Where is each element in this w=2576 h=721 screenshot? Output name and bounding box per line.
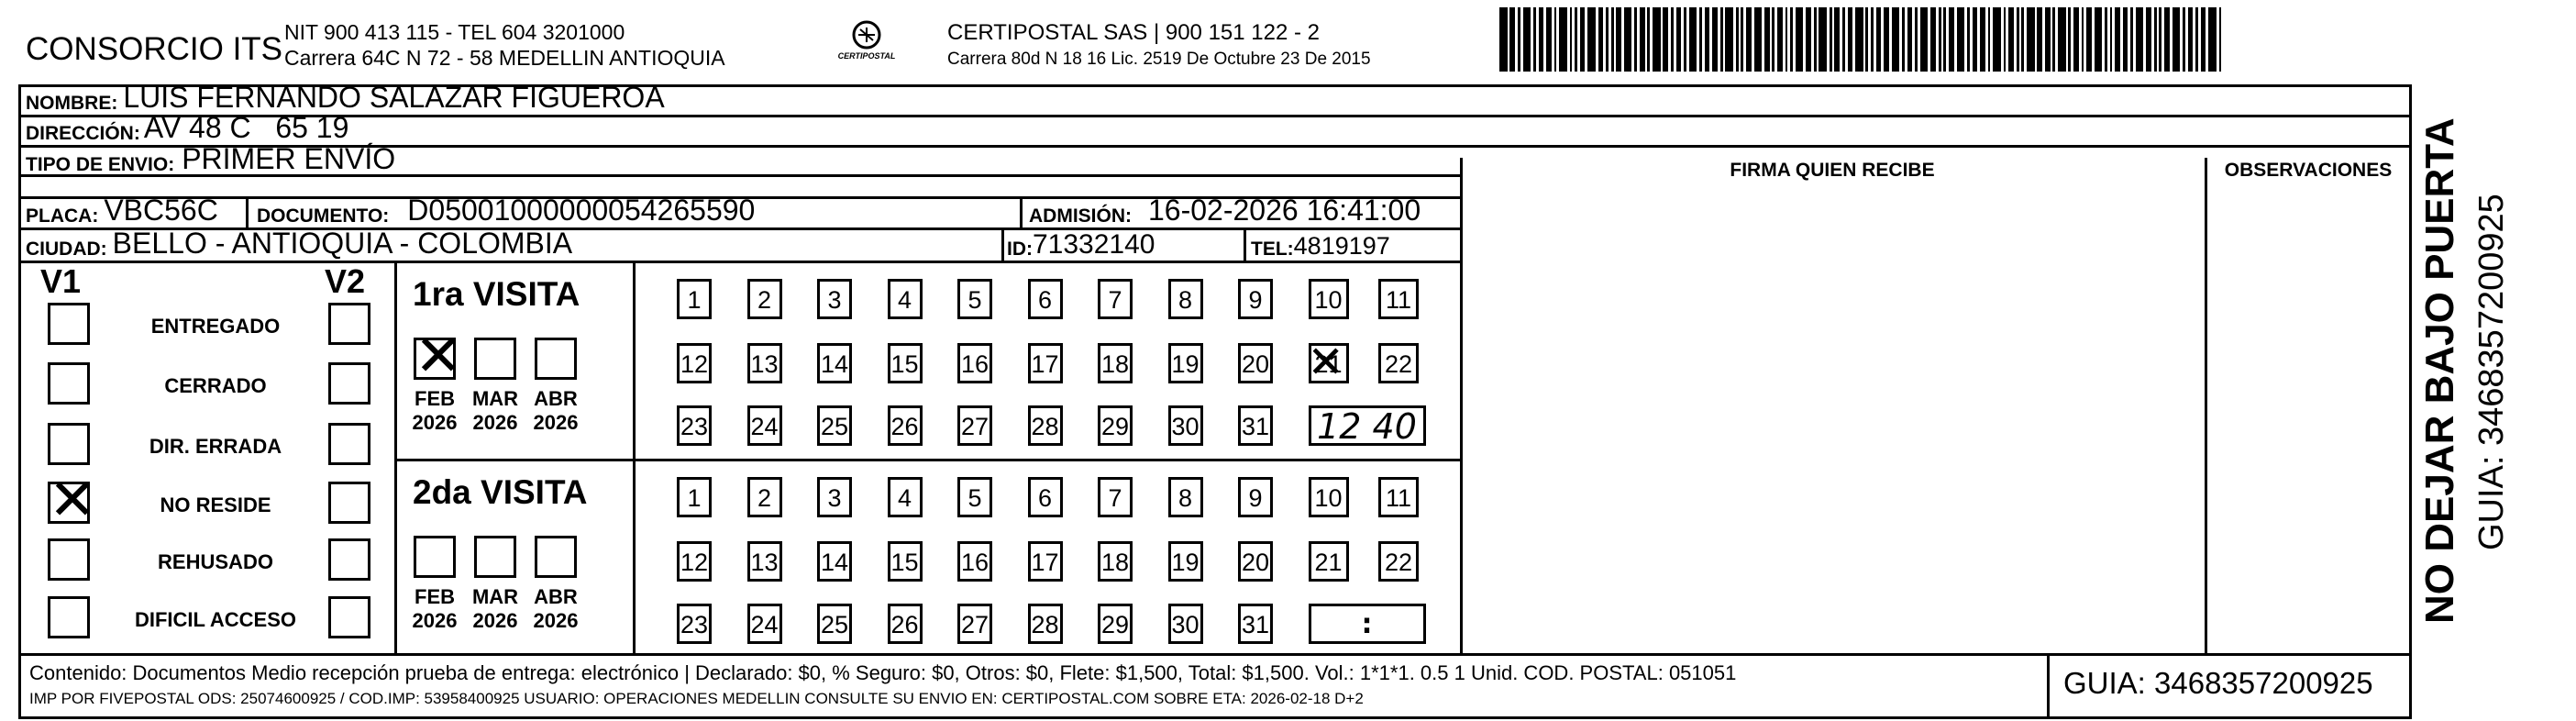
day-box[interactable]: 21 ✕	[1309, 343, 1349, 383]
barcode-bar	[2086, 7, 2092, 72]
barcode-bar	[1988, 7, 1991, 72]
month-label	[468, 387, 523, 435]
barcode-bar	[2172, 7, 2181, 72]
barcode	[1499, 7, 2226, 72]
ciudad-row	[26, 228, 572, 261]
day-box[interactable]: 4	[888, 279, 923, 319]
barcode-bar	[1842, 7, 1845, 72]
month-checkbox[interactable]	[474, 536, 516, 578]
day-box[interactable]: 29	[1098, 604, 1133, 644]
day-box[interactable]: 7	[1098, 477, 1133, 517]
day-box[interactable]: 25	[817, 405, 852, 446]
admision-value: 16-02-2026 16:41:00	[1148, 194, 1421, 227]
day-box[interactable]: 13	[747, 541, 782, 582]
carrier-line-1: CERTIPOSTAL SAS | 900 151 122 - 2	[947, 20, 1320, 45]
day-box[interactable]: 6	[1028, 279, 1063, 319]
barcode-bar	[1554, 7, 1557, 72]
documento-value: D05001000000054265590	[407, 194, 756, 227]
barcode-bar	[1772, 7, 1774, 72]
barcode-bar	[1876, 7, 1882, 72]
barcode-bar	[1871, 7, 1874, 72]
day-box[interactable]: 15	[888, 343, 923, 383]
day-box[interactable]: 5	[957, 279, 992, 319]
barcode-bar	[2154, 7, 2157, 72]
status-label: CERRADO	[164, 374, 267, 397]
barcode-bar	[2027, 7, 2035, 72]
barcode-bar	[1624, 7, 1632, 72]
month-name: MAR	[471, 387, 519, 410]
status-v2-checkbox[interactable]	[328, 423, 370, 465]
day-box[interactable]: 28	[1028, 405, 1063, 446]
barcode-bar	[1830, 7, 1832, 72]
barcode-bar	[1967, 7, 1970, 72]
barcode-bar	[2045, 7, 2051, 72]
day-box[interactable]: 8	[1168, 279, 1203, 319]
observaciones-label: OBSERVACIONES	[2224, 160, 2393, 181]
barcode-bar	[1920, 7, 1929, 72]
barcode-bar	[1884, 7, 1889, 72]
day-box[interactable]: 16	[957, 343, 992, 383]
visit-title: 2da VISITA	[413, 473, 588, 511]
month-checkbox[interactable]	[535, 338, 577, 380]
month-year: 2026	[472, 609, 518, 632]
barcode-bar	[1606, 7, 1609, 72]
day-box[interactable]: 26	[888, 604, 923, 644]
v2-label: V2	[325, 262, 366, 300]
barcode-bar	[2136, 7, 2144, 72]
day-box[interactable]: 23	[677, 405, 712, 446]
day-box[interactable]: 8	[1168, 477, 1203, 517]
day-box[interactable]: 6	[1028, 477, 1063, 517]
barcode-bar	[1865, 7, 1868, 72]
nombre-value: LUIS FERNANDO SALAZAR FIGUEROA	[123, 81, 665, 114]
barcode-bar	[1957, 7, 1965, 72]
tel-row	[1251, 228, 1390, 261]
footer-line-2: IMP POR FIVEPOSTAL ODS: 25074600925 / COD.IMP: 53958400925 USUARIO: OPERACIONES MEDELLIN CONSULTE SU ENVIO EN: CERTIPOSTAL.COM SOBRE ETA: 2026-02-18 D+2	[29, 690, 1364, 707]
status-v2-checkbox[interactable]	[328, 303, 370, 345]
day-box[interactable]: 14	[817, 343, 852, 383]
barcode-bar	[1616, 7, 1621, 72]
month-name: ABR	[534, 585, 578, 608]
month-year: 2026	[412, 609, 458, 632]
status-v1-checkbox[interactable]	[48, 596, 90, 638]
month-label	[528, 585, 583, 633]
day-box[interactable]: 10	[1309, 279, 1349, 319]
barcode-bar	[1796, 7, 1804, 72]
month-label	[468, 585, 523, 633]
day-box[interactable]: 11	[1378, 279, 1419, 319]
tel-label: TEL:	[1251, 238, 1294, 260]
status-v1-checkbox[interactable]	[48, 538, 90, 581]
barcode-bar	[1587, 7, 1596, 72]
day-box[interactable]: 1	[677, 477, 712, 517]
day-box[interactable]: 11	[1378, 477, 1419, 517]
tipo-label: TIPO DE ENVIO:	[26, 154, 175, 175]
day-box[interactable]: 9	[1238, 279, 1273, 319]
barcode-bar	[1907, 7, 1913, 72]
day-box[interactable]: 19	[1168, 343, 1203, 383]
status-v1-checkbox[interactable]	[48, 362, 90, 405]
status-v2-checkbox[interactable]	[328, 538, 370, 581]
barcode-bar	[1663, 7, 1668, 72]
status-v1-checkbox[interactable]	[48, 423, 90, 465]
ciudad-value: BELLO - ANTIOQUIA - COLOMBIA	[112, 227, 573, 260]
day-box[interactable]: 28	[1028, 604, 1063, 644]
status-v1-checkbox[interactable]	[48, 303, 90, 345]
barcode-bar	[2021, 7, 2024, 72]
day-box[interactable]: 9	[1238, 477, 1273, 517]
id-row	[1007, 228, 1155, 261]
day-box[interactable]: 3	[817, 477, 852, 517]
company-line-2: Carrera 64C N 72 - 58 MEDELLIN ANTIOQUIA	[284, 46, 725, 70]
day-box[interactable]: 29	[1098, 405, 1133, 446]
barcode-bar	[1819, 7, 1827, 72]
documento-label: DOCUMENTO:	[257, 205, 390, 227]
company-line-1: NIT 900 413 115 - TEL 604 3201000	[284, 20, 625, 44]
day-box[interactable]: 3	[817, 279, 852, 319]
barcode-bar	[1640, 7, 1645, 72]
day-box[interactable]: 2	[747, 279, 782, 319]
direccion-row	[26, 111, 349, 145]
status-label: ENTREGADO	[150, 315, 281, 338]
day-box[interactable]: 30	[1168, 604, 1203, 644]
barcode-bar	[1736, 7, 1739, 72]
day-box[interactable]: 1	[677, 279, 712, 319]
barcode-bar	[1786, 7, 1788, 72]
status-v2-checkbox[interactable]	[328, 362, 370, 405]
barcode-bar	[1764, 7, 1770, 72]
day-box[interactable]: 16	[957, 541, 992, 582]
barcode-bar	[1980, 7, 1985, 72]
barcode-bar	[1943, 7, 1946, 72]
day-box[interactable]: 15	[888, 541, 923, 582]
day-box[interactable]: 22	[1378, 541, 1419, 582]
barcode-bar	[2123, 7, 2128, 72]
month-checkbox[interactable]	[535, 536, 577, 578]
certipostal-logo	[825, 18, 908, 70]
footer-guia: GUIA: 3468357200925	[2063, 666, 2373, 700]
barcode-bar	[2017, 7, 2019, 72]
day-box[interactable]: 24	[747, 604, 782, 644]
logo-text: CERTIPOSTAL	[837, 51, 896, 61]
day-box[interactable]: 14	[817, 541, 852, 582]
day-box[interactable]: 26	[888, 405, 923, 446]
status-v2-checkbox[interactable]	[328, 482, 370, 524]
barcode-bar	[1777, 7, 1783, 72]
month-checkbox[interactable]	[414, 338, 456, 380]
month-checkbox[interactable]	[474, 338, 516, 380]
barcode-bar	[2058, 7, 2066, 72]
direccion-value: AV 48 C 65 19	[143, 111, 349, 144]
barcode-bar	[2164, 7, 2170, 72]
barcode-bar	[1570, 7, 1573, 72]
barcode-bar	[1676, 7, 1682, 72]
tel-value: 4819197	[1293, 232, 1390, 260]
barcode-bar	[2219, 7, 2222, 72]
day-box[interactable]: 24	[747, 405, 782, 446]
day-box[interactable]: 4	[888, 477, 923, 517]
barcode-bar	[1754, 7, 1763, 72]
barcode-bar	[2110, 7, 2113, 72]
barcode-bar	[1546, 7, 1552, 72]
day-box[interactable]: 17	[1028, 343, 1063, 383]
direccion-label: DIRECCIÓN:	[26, 123, 140, 144]
day-box[interactable]: 18	[1098, 541, 1133, 582]
documento-row	[257, 196, 755, 227]
month-label	[407, 387, 462, 435]
month-year: 2026	[412, 411, 458, 434]
barcode-bar	[1705, 7, 1710, 72]
barcode-bar	[1741, 7, 1743, 72]
day-box[interactable]: 25	[817, 604, 852, 644]
barcode-bar	[2105, 7, 2107, 72]
day-box[interactable]: 30	[1168, 405, 1203, 446]
v1-label: V1	[40, 262, 82, 300]
month-year: 2026	[533, 411, 579, 434]
barcode-bar	[1580, 7, 1586, 72]
visit-time-box[interactable]: 12 40	[1309, 405, 1426, 446]
barcode-bar	[1855, 7, 1863, 72]
day-box[interactable]: 31	[1238, 405, 1273, 446]
barcode-bar	[1790, 7, 1793, 72]
barcode-bar	[2183, 7, 2185, 72]
day-box[interactable]: 17	[1028, 541, 1063, 582]
barcode-bar	[1806, 7, 1811, 72]
status-label: NO RESIDE	[160, 494, 271, 516]
day-box[interactable]: 10	[1309, 477, 1349, 517]
barcode-bar	[1523, 7, 1531, 72]
day-box[interactable]: 2	[747, 477, 782, 517]
firma-label: FIRMA QUIEN RECIBE	[1730, 160, 1935, 181]
day-box[interactable]: 18	[1098, 343, 1133, 383]
barcode-bar	[2004, 7, 2007, 72]
barcode-bar	[1915, 7, 1918, 72]
barcode-bar	[2073, 7, 2079, 72]
placa-value: VBC56C	[104, 194, 218, 227]
barcode-bar	[2115, 7, 2120, 72]
day-box[interactable]: 22	[1378, 343, 1419, 383]
id-label: ID:	[1007, 238, 1033, 260]
ciudad-label: CIUDAD:	[26, 238, 107, 260]
barcode-bar	[1611, 7, 1614, 72]
barcode-bar	[1993, 7, 2001, 72]
barcode-bar	[1559, 7, 1567, 72]
month-name: MAR	[471, 585, 519, 608]
barcode-bar	[1973, 7, 1978, 72]
side-guia: GUIA: 3468357200925	[2472, 194, 2511, 550]
barcode-bar	[1539, 7, 1544, 72]
day-box[interactable]: 5	[957, 477, 992, 517]
barcode-bar	[2095, 7, 2103, 72]
barcode-bar	[1647, 7, 1650, 72]
day-box[interactable]: 20	[1238, 343, 1273, 383]
barcode-bar	[2195, 7, 2198, 72]
day-box[interactable]: 20	[1238, 541, 1273, 582]
barcode-bar	[2146, 7, 2151, 72]
barcode-bar	[1949, 7, 1954, 72]
day-box[interactable]: 12	[677, 343, 712, 383]
barcode-bar	[1499, 7, 1508, 72]
barcode-bar	[1509, 7, 1515, 72]
barcode-bar	[2201, 7, 2206, 72]
barcode-bar	[2037, 7, 2042, 72]
barcode-bar	[1653, 7, 1661, 72]
day-box[interactable]: 27	[957, 405, 992, 446]
placa-row	[26, 196, 218, 227]
barcode-bar	[2082, 7, 2084, 72]
barcode-bar	[1746, 7, 1752, 72]
barcode-bar	[1712, 7, 1718, 72]
barcode-bar	[1814, 7, 1817, 72]
barcode-bar	[1575, 7, 1577, 72]
barcode-bar	[2052, 7, 2055, 72]
day-box[interactable]: 13	[747, 343, 782, 383]
barcode-bar	[2008, 7, 2014, 72]
visit-title: 1ra VISITA	[413, 275, 580, 313]
status-label: DIFICIL ACCESO	[134, 608, 296, 631]
status-label: DIR. ERRADA	[149, 435, 282, 458]
day-box[interactable]: 27	[957, 604, 992, 644]
barcode-bar	[1684, 7, 1686, 72]
month-year: 2026	[533, 609, 579, 632]
status-v1-checkbox[interactable]	[48, 482, 90, 524]
tipo-value: PRIMER ENVÍO	[182, 142, 396, 175]
barcode-bar	[1930, 7, 1936, 72]
visit-time-box[interactable]: :	[1309, 604, 1426, 644]
footer-line-1: Contenido: Documentos Medio recepción prueba de entrega: electrónico | Declarado: $0, % Seguro: $0, Otros: $0, Flete: $1,500, Total: $1,500. Vol.: 1*1*1. 0.5 1 Unid. COD. POSTAL: 051051	[29, 661, 1737, 684]
id-value: 71332140	[1033, 229, 1155, 260]
barcode-bar	[1634, 7, 1637, 72]
status-v2-checkbox[interactable]	[328, 596, 370, 638]
month-year: 2026	[472, 411, 518, 434]
barcode-bar	[1671, 7, 1674, 72]
barcode-bar	[2130, 7, 2133, 72]
barcode-bar	[1720, 7, 1723, 72]
tipo-row	[26, 142, 396, 176]
day-box[interactable]: 12	[677, 541, 712, 582]
day-box[interactable]: 31	[1238, 604, 1273, 644]
barcode-bar	[1689, 7, 1697, 72]
day-box[interactable]: 19	[1168, 541, 1203, 582]
admision-label: ADMISIÓN:	[1029, 205, 1132, 227]
barcode-bar	[2188, 7, 2194, 72]
barcode-bar	[1725, 7, 1733, 72]
company-name: CONSORCIO ITS	[26, 31, 283, 67]
admision-row	[1029, 196, 1421, 227]
barcode-bar	[1902, 7, 1905, 72]
day-box[interactable]: 21	[1309, 541, 1349, 582]
barcode-bar	[1848, 7, 1853, 72]
placa-label: PLACA:	[26, 205, 99, 227]
barcode-bar	[1699, 7, 1702, 72]
barcode-bar	[1598, 7, 1604, 72]
day-box[interactable]: 23	[677, 604, 712, 644]
barcode-bar	[1834, 7, 1840, 72]
month-name: ABR	[534, 387, 578, 410]
barcode-bar	[2068, 7, 2071, 72]
month-label	[407, 585, 462, 633]
barcode-bar	[1892, 7, 1900, 72]
month-name: FEB	[415, 585, 455, 608]
barcode-bar	[2208, 7, 2217, 72]
status-label: REHUSADO	[158, 550, 273, 573]
barcode-bar	[1518, 7, 1520, 72]
month-checkbox[interactable]	[414, 536, 456, 578]
barcode-bar	[2159, 7, 2161, 72]
side-warning: NO DEJAR BAJO PUERTA	[2417, 117, 2462, 624]
month-label	[528, 387, 583, 435]
barcode-bar	[1939, 7, 1941, 72]
month-name: FEB	[415, 387, 455, 410]
carrier-line-2: Carrera 80d N 18 16 Lic. 2519 De Octubre 23 De 2015	[947, 50, 1371, 69]
day-box[interactable]: 7	[1098, 279, 1133, 319]
nombre-label: NOMBRE:	[26, 93, 118, 114]
barcode-bar	[1533, 7, 1536, 72]
